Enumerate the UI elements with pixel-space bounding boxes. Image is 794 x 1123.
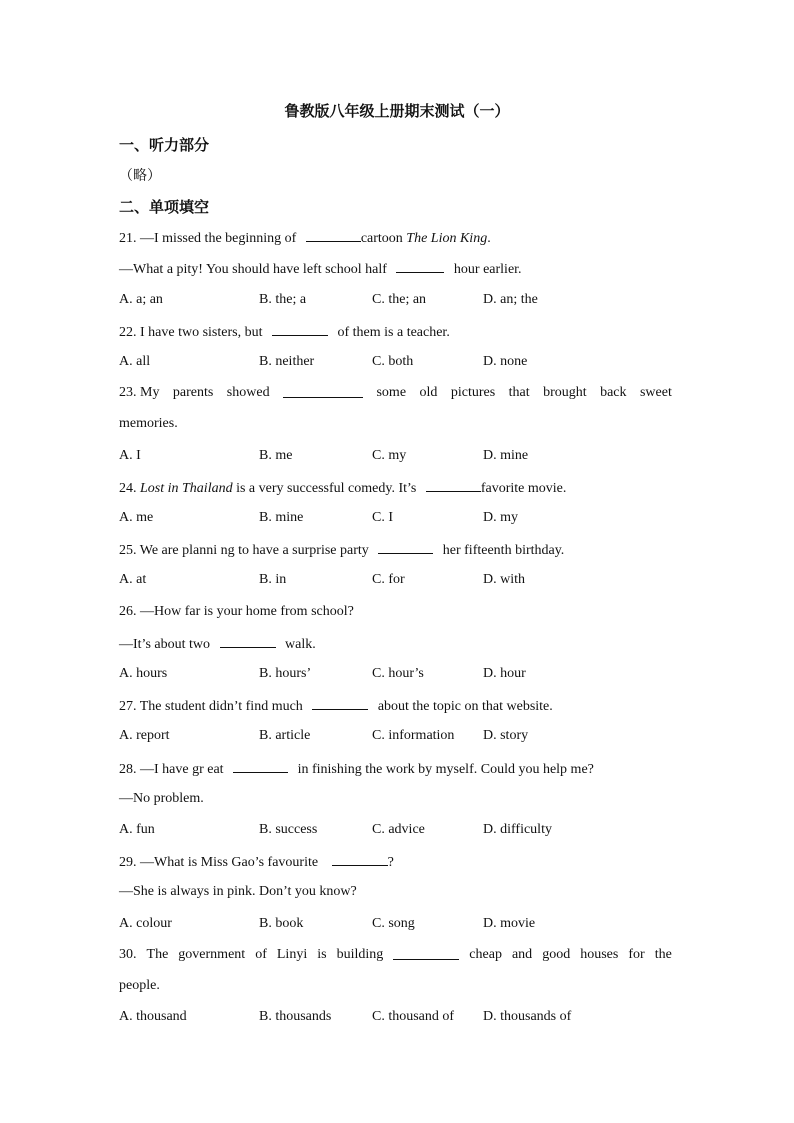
option-b[interactable]: B. hours’	[259, 666, 312, 681]
answer-blank	[332, 853, 388, 866]
question-28-line-2: —No problem.	[119, 791, 204, 806]
question-24-options	[119, 510, 679, 528]
answer-blank	[396, 260, 444, 273]
option-b[interactable]: B. book	[259, 916, 304, 931]
option-a[interactable]: A. fun	[119, 822, 155, 837]
option-a[interactable]: A. thousand	[119, 1009, 187, 1024]
option-d[interactable]: D. hour	[483, 666, 526, 681]
option-c[interactable]: C. the; an	[372, 292, 427, 307]
option-c[interactable]: C. both	[372, 354, 414, 369]
option-a[interactable]: A. me	[119, 510, 154, 525]
option-a[interactable]: A. at	[119, 572, 147, 587]
option-a[interactable]: A. colour	[119, 916, 172, 931]
option-b[interactable]: B. success	[259, 822, 318, 837]
option-b[interactable]: B. neither	[259, 354, 315, 369]
question-21-line-1: 21. —I missed the beginning of cartoon The Lion King.	[119, 231, 491, 246]
question-27: 27. The student didn’t find much about the topic on that website.	[119, 699, 553, 714]
option-b[interactable]: B. me	[259, 448, 293, 463]
option-b[interactable]: B. thousands	[259, 1009, 332, 1024]
page-title: 鲁教版八年级上册期末测试（一）	[284, 102, 510, 120]
question-22: 22. I have two sisters, but of them is a teacher.	[119, 325, 450, 340]
answer-blank	[233, 760, 288, 773]
option-c[interactable]: C. for	[372, 572, 405, 587]
option-d[interactable]: D. mine	[483, 448, 529, 463]
question-30-line-2: people.	[119, 978, 160, 993]
question-29-options	[119, 916, 679, 934]
omitted-note: （略）	[119, 168, 161, 184]
question-25: 25. We are planni ng to have a surprise party her fifteenth birthday.	[119, 543, 565, 558]
option-c[interactable]: C. information	[372, 728, 455, 743]
option-d[interactable]: D. with	[483, 572, 525, 587]
answer-blank	[306, 229, 361, 242]
question-23-line-2: memories.	[119, 416, 178, 431]
question-21-options	[119, 292, 679, 310]
option-d[interactable]: D. an; the	[483, 292, 538, 307]
option-a[interactable]: A. a; an	[119, 292, 163, 307]
option-d[interactable]: D. thousands of	[483, 1009, 572, 1024]
question-23-line-1: 23. My parents showed some old pictures that brought back sweet	[119, 385, 672, 400]
question-30-options	[119, 1009, 679, 1027]
option-b[interactable]: B. mine	[259, 510, 304, 525]
answer-blank	[393, 947, 459, 960]
answer-blank	[272, 323, 328, 336]
question-26-line-1: 26. —How far is your home from school?	[119, 604, 354, 619]
option-c[interactable]: C. hour’s	[372, 666, 424, 681]
question-22-options	[119, 354, 679, 372]
option-a[interactable]: A. report	[119, 728, 170, 743]
option-c[interactable]: C. advice	[372, 822, 425, 837]
option-d[interactable]: D. none	[483, 354, 528, 369]
option-c[interactable]: C. I	[372, 510, 393, 525]
option-a[interactable]: A. hours	[119, 666, 168, 681]
option-b[interactable]: B. the; a	[259, 292, 307, 307]
question-29-line-1: 29. —What is Miss Gao’s favourite ?	[119, 855, 394, 870]
option-c[interactable]: C. thousand of	[372, 1009, 455, 1024]
question-28-line-1: 28. —I have gr eat in finishing the work by myself. Could you help me?	[119, 762, 594, 777]
section-heading-listening: 一、听力部分	[119, 136, 210, 154]
question-26-options	[119, 666, 679, 684]
question-24: 24. Lost in Thailand is a very successful comedy. It’s favorite movie.	[119, 481, 567, 496]
section-heading-single-choice: 二、单项填空	[119, 198, 210, 216]
question-30-line-1: 30. The government of Linyi is building cheap and good houses for the	[119, 947, 672, 962]
answer-blank	[426, 479, 481, 492]
question-28-options	[119, 822, 679, 840]
question-23-options	[119, 448, 679, 466]
answer-blank	[220, 635, 276, 648]
option-c[interactable]: C. song	[372, 916, 415, 931]
option-d[interactable]: D. story	[483, 728, 529, 743]
option-d[interactable]: D. my	[483, 510, 518, 525]
option-d[interactable]: D. difficulty	[483, 822, 552, 837]
answer-blank	[312, 697, 368, 710]
option-a[interactable]: A. I	[119, 448, 141, 463]
option-b[interactable]: B. article	[259, 728, 311, 743]
question-29-line-2: —She is always in pink. Don’t you know?	[119, 884, 357, 899]
option-d[interactable]: D. movie	[483, 916, 536, 931]
question-21-line-2: —What a pity! You should have left school half hour earlier.	[119, 262, 522, 277]
option-c[interactable]: C. my	[372, 448, 407, 463]
answer-blank	[378, 541, 433, 554]
option-b[interactable]: B. in	[259, 572, 287, 587]
question-26-line-2: —It’s about two walk.	[119, 637, 316, 652]
answer-blank	[283, 385, 363, 398]
question-27-options	[119, 728, 679, 746]
question-25-options	[119, 572, 679, 590]
option-a[interactable]: A. all	[119, 354, 151, 369]
